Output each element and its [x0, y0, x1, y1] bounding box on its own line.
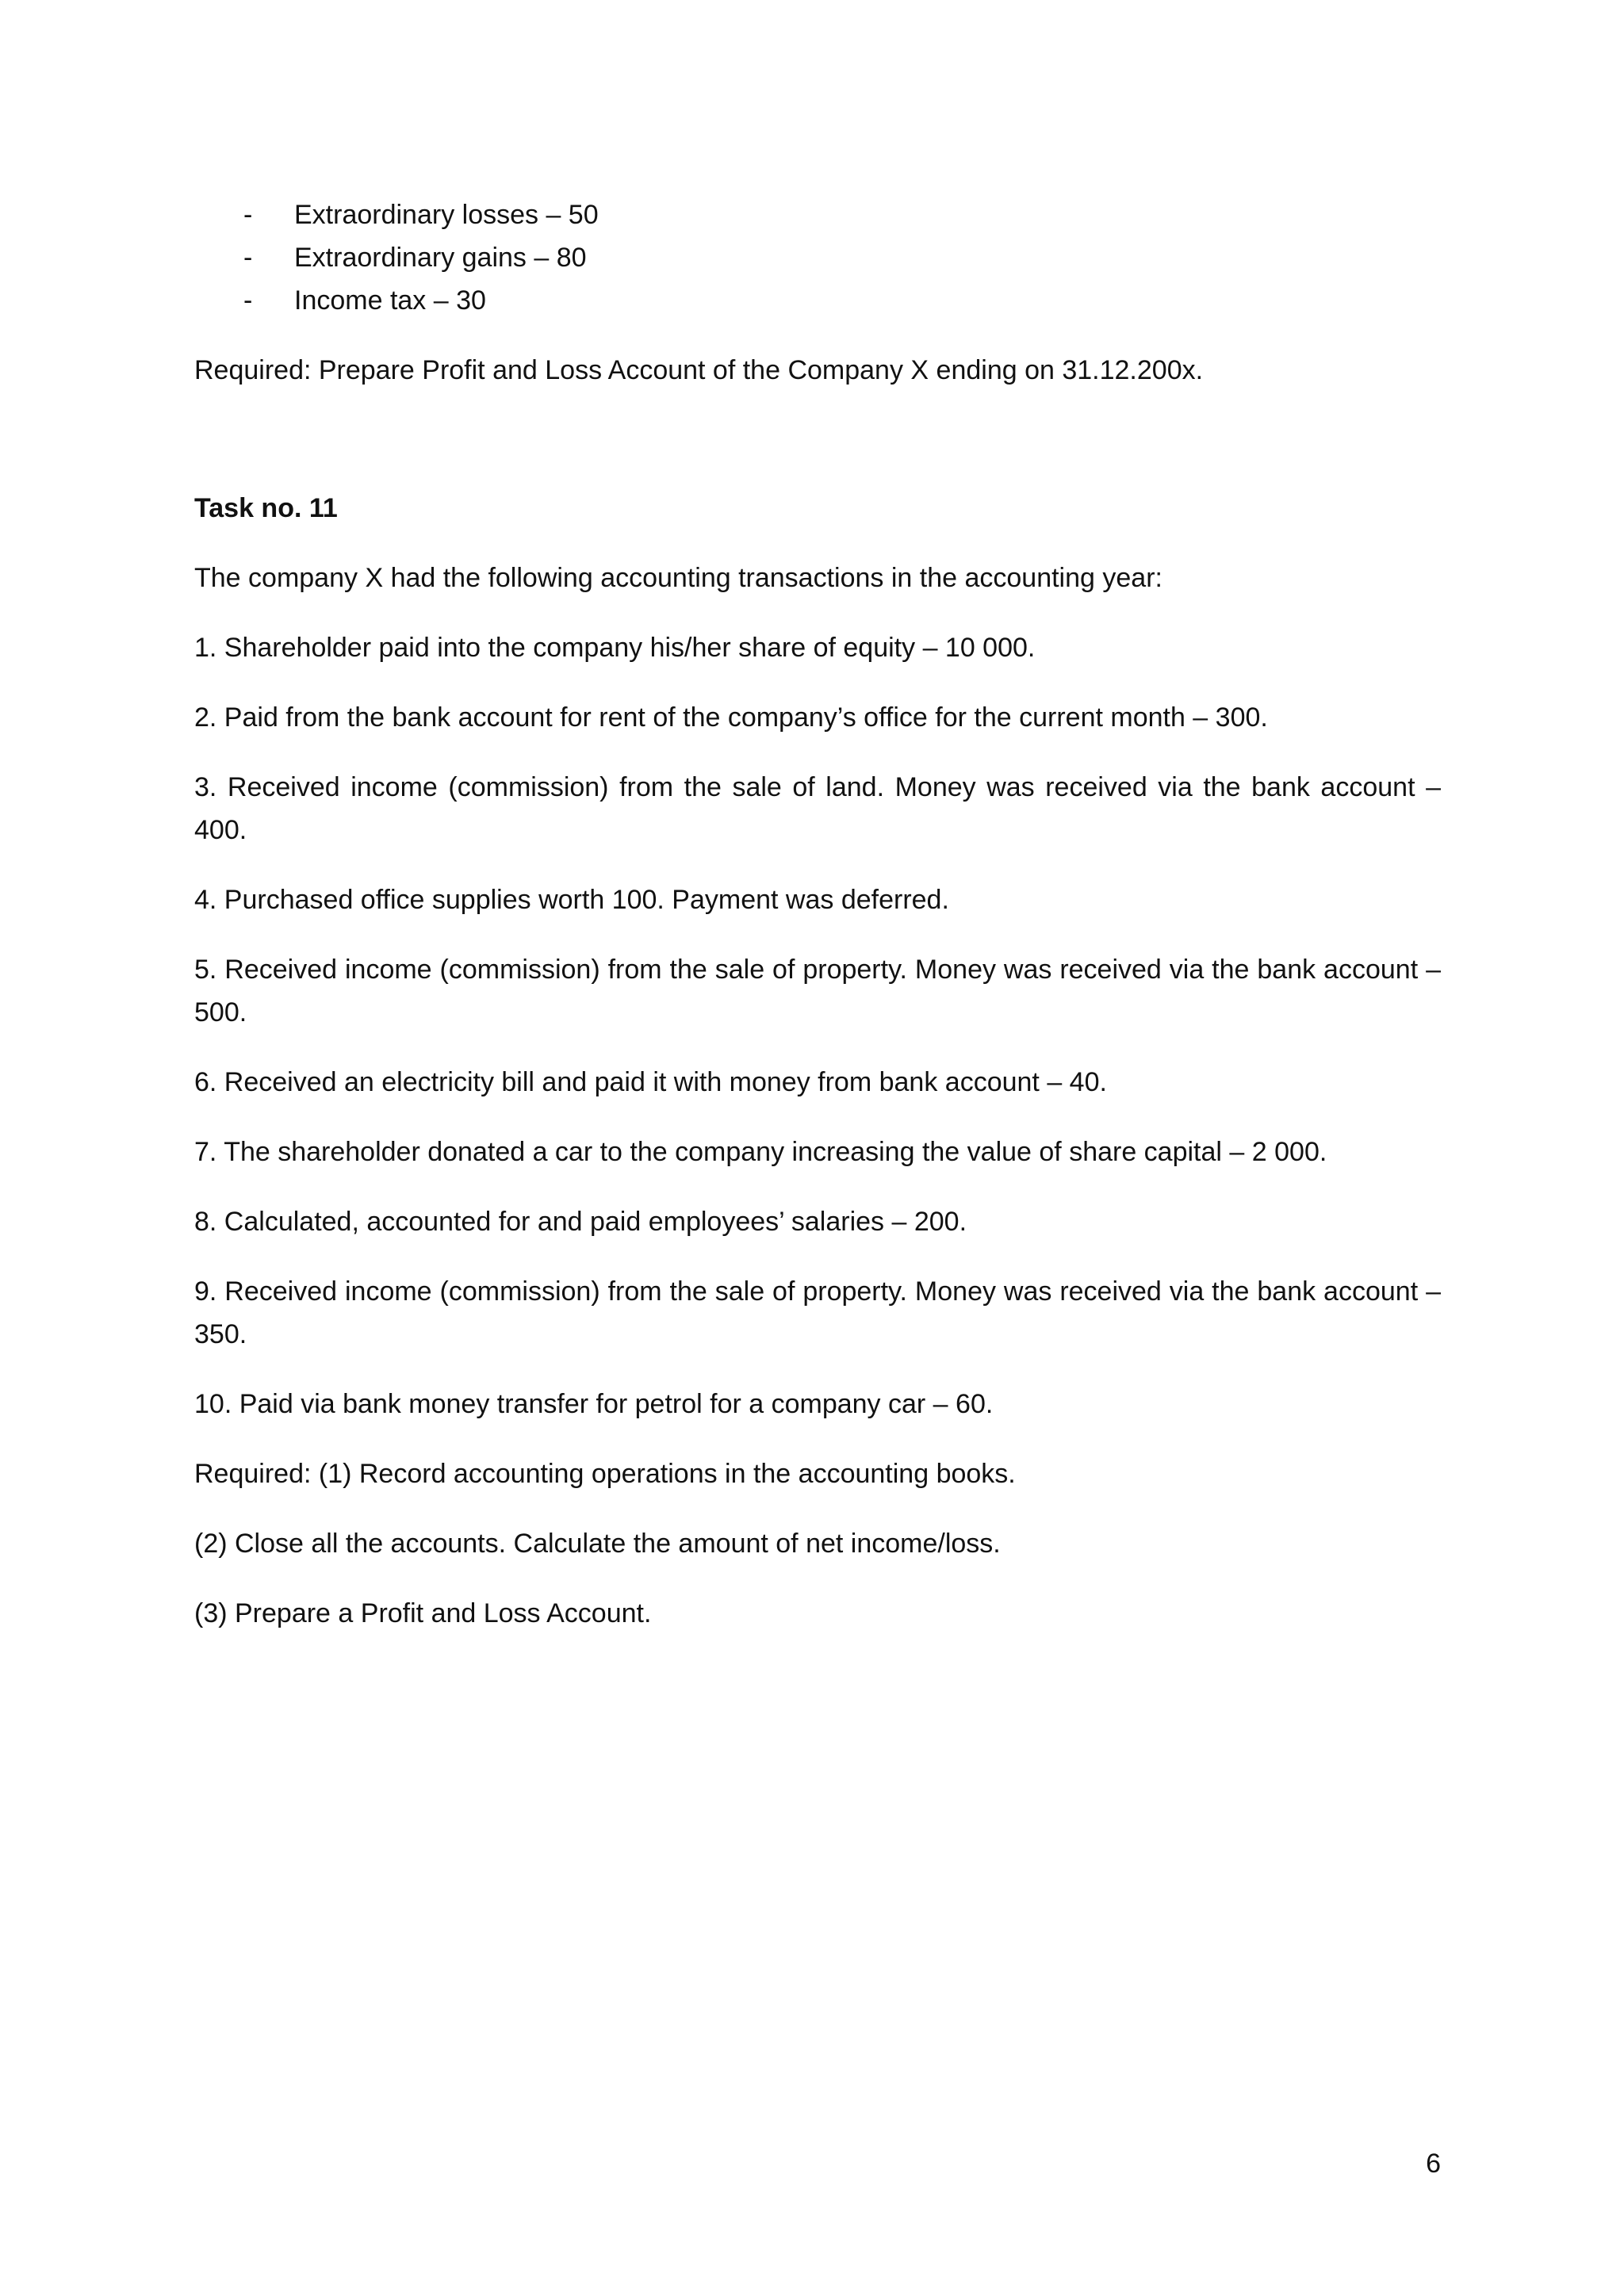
list-item: [194, 236, 1441, 279]
list-item-text: Extraordinary gains – 80: [294, 243, 587, 273]
page-content: [194, 193, 1441, 1635]
transaction-item: 8. Calculated, accounted for and paid employees’ salaries – 200.: [194, 1207, 967, 1237]
transaction-item: 1. Shareholder paid into the company his/her share of equity – 10 000.: [194, 633, 1036, 663]
transaction-item: 7. The shareholder donated a car to the company increasing the value of share capital – 2 000.: [194, 1137, 1327, 1167]
list-item: [194, 279, 1441, 322]
transaction-item: 2. Paid from the bank account for rent of the company’s office for the current month – 300.: [194, 702, 1268, 733]
task-heading: Task no. 11: [194, 493, 338, 523]
requirement-item: (2) Close all the accounts. Calculate the amount of net income/loss.: [194, 1529, 1001, 1559]
transaction-item: 6. Received an electricity bill and paid it with money from bank account – 40.: [194, 1067, 1107, 1097]
list-dash: -: [243, 243, 253, 273]
list-dash: -: [243, 285, 253, 316]
page-number: 6: [1426, 2149, 1441, 2179]
task-intro: The company X had the following accounting transactions in the accounting year:: [194, 563, 1162, 593]
transaction-item: 5. Received income (commission) from the sale of property. Money was received via the bank account –500.: [194, 955, 1441, 1027]
list-item: [194, 193, 1441, 236]
transaction-item: 9. Received income (commission) from the sale of property. Money was received via the bank account – 350.: [194, 1276, 1441, 1349]
requirement-item: (3) Prepare a Profit and Loss Account.: [194, 1598, 652, 1628]
list-item-text: Income tax – 30: [294, 285, 486, 316]
transaction-item: 3. Received income (commission) from the sale of land. Money was received via the bank account – 400.: [194, 772, 1441, 845]
list-dash: -: [243, 200, 253, 230]
requirement-item: Required: (1) Record accounting operations in the accounting books.: [194, 1459, 1016, 1489]
required-profit-loss: Required: Prepare Profit and Loss Account of the Company X ending on 31.12.200x.: [194, 355, 1204, 385]
transaction-item: 4. Purchased office supplies worth 100. Payment was deferred.: [194, 885, 949, 915]
list-item-text: Extraordinary losses – 50: [294, 200, 599, 230]
dash-list: [194, 193, 1441, 322]
transaction-item: 10. Paid via bank money transfer for petrol for a company car – 60.: [194, 1389, 994, 1419]
